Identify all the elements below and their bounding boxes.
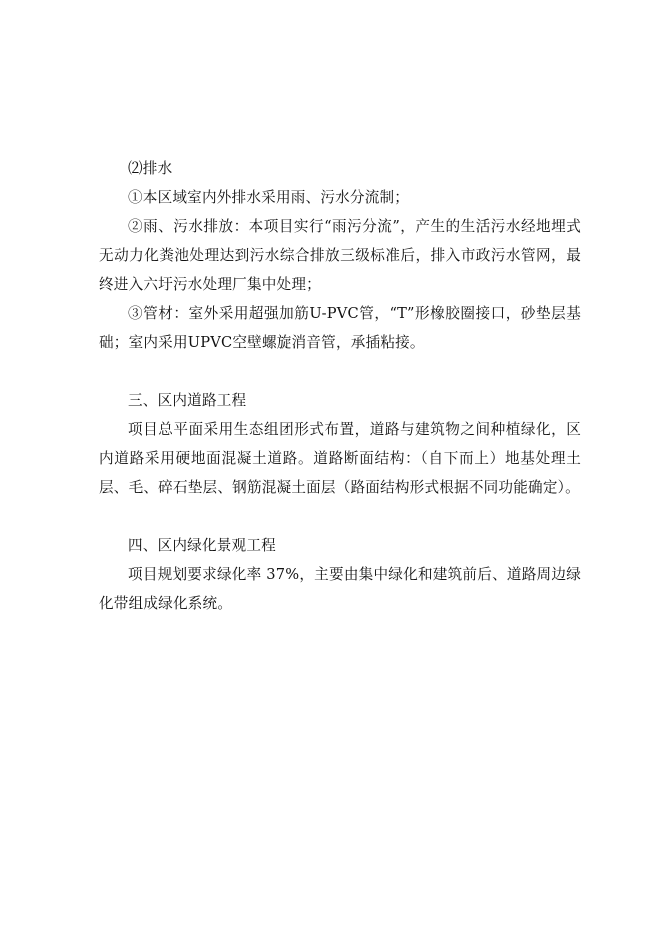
document-body: [99, 154, 581, 618]
landscape-heading: 四、区内绿化景观工程: [128, 537, 276, 554]
landscape-body: 项目规划要求绿化率 37%，主要由集中绿化和建筑前后、道路周边绿化带组成绿化系统。: [99, 566, 581, 612]
drainage-item-1: ①本区域室内外排水采用雨、污水分流制；: [128, 189, 410, 206]
drainage-heading: ⑵排水: [128, 160, 173, 177]
drainage-item-2: ②雨、污水排放：本项目实行“雨污分流”，产生的生活污水经地埋式无动力化粪池处理达到污水综合排放三级标准后，排入市政污水管网，最终进入六圩污水处理厂集中处理；: [99, 218, 581, 293]
drainage-item-3: ③管材：室外采用超强加筋U-PVC管，“T”形橡胶圈接口，砂垫层基础；室内采用UPVC空壁螺旋消音管，承插粘接。: [99, 305, 581, 351]
roads-body: 项目总平面采用生态组团形式布置，道路与建筑物之间种植绿化，区内道路采用硬地面混凝土道路。道路断面结构：（自下而上）地基处理土层、毛、碎石垫层、钢筋混凝土面层（路面结构形式根据不同功能确定）。: [99, 421, 581, 496]
roads-heading: 三、区内道路工程: [128, 392, 247, 409]
